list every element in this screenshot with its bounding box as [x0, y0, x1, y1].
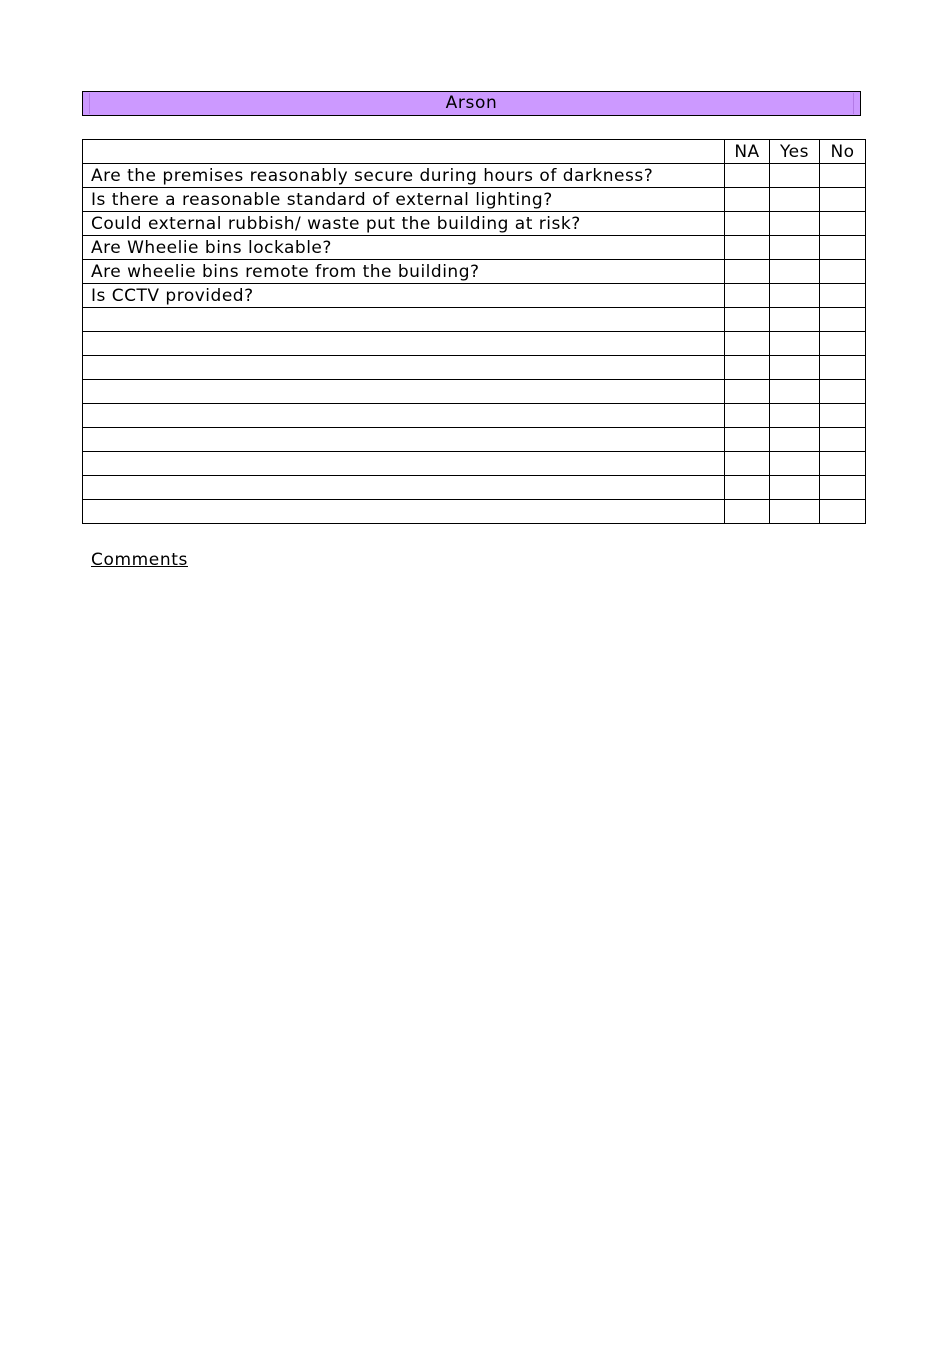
- table-row: [83, 452, 866, 476]
- no-checkbox-cell[interactable]: [820, 212, 866, 236]
- no-checkbox-cell[interactable]: [820, 404, 866, 428]
- question-cell: [83, 380, 725, 404]
- yes-checkbox-cell[interactable]: [770, 164, 820, 188]
- na-checkbox-cell[interactable]: [725, 380, 770, 404]
- yes-checkbox-cell[interactable]: [770, 212, 820, 236]
- na-checkbox-cell[interactable]: [725, 236, 770, 260]
- table-row: [83, 428, 866, 452]
- table-row: [83, 332, 866, 356]
- question-cell: [83, 308, 725, 332]
- na-checkbox-cell[interactable]: [725, 356, 770, 380]
- table-header-row: [83, 140, 866, 164]
- na-checkbox-cell[interactable]: [725, 164, 770, 188]
- no-checkbox-cell[interactable]: [820, 500, 866, 524]
- na-checkbox-cell[interactable]: [725, 476, 770, 500]
- question-cell: [83, 452, 725, 476]
- question-cell: [83, 428, 725, 452]
- question-cell: Are the premises reasonably secure during hours of darkness?: [83, 164, 725, 188]
- na-checkbox-cell[interactable]: [725, 212, 770, 236]
- yes-checkbox-cell[interactable]: [770, 452, 820, 476]
- section-title: Arson: [445, 93, 498, 113]
- table-row: [83, 164, 866, 188]
- na-checkbox-cell[interactable]: [725, 308, 770, 332]
- no-checkbox-cell[interactable]: [820, 356, 866, 380]
- column-header-no: No: [820, 140, 866, 164]
- table-row: [83, 212, 866, 236]
- checklist-body: [83, 164, 866, 524]
- question-cell: [83, 356, 725, 380]
- question-cell: Is CCTV provided?: [83, 284, 725, 308]
- table-row: [83, 380, 866, 404]
- na-checkbox-cell[interactable]: [725, 284, 770, 308]
- no-checkbox-cell[interactable]: [820, 452, 866, 476]
- na-checkbox-cell[interactable]: [725, 404, 770, 428]
- no-checkbox-cell[interactable]: [820, 476, 866, 500]
- yes-checkbox-cell[interactable]: [770, 332, 820, 356]
- question-cell: Is there a reasonable standard of external lighting?: [83, 188, 725, 212]
- na-checkbox-cell[interactable]: [725, 260, 770, 284]
- table-row: [83, 476, 866, 500]
- no-checkbox-cell[interactable]: [820, 332, 866, 356]
- no-checkbox-cell[interactable]: [820, 164, 866, 188]
- yes-checkbox-cell[interactable]: [770, 476, 820, 500]
- no-checkbox-cell[interactable]: [820, 260, 866, 284]
- no-checkbox-cell[interactable]: [820, 284, 866, 308]
- arson-checklist-table: [82, 139, 866, 524]
- column-header-na: NA: [725, 140, 770, 164]
- na-checkbox-cell[interactable]: [725, 428, 770, 452]
- question-cell: [83, 500, 725, 524]
- table-row: [83, 404, 866, 428]
- yes-checkbox-cell[interactable]: [770, 356, 820, 380]
- title-bar-right-rule: [853, 93, 854, 114]
- yes-checkbox-cell[interactable]: [770, 308, 820, 332]
- table-row: [83, 188, 866, 212]
- no-checkbox-cell[interactable]: [820, 380, 866, 404]
- title-bar-left-rule: [89, 93, 90, 114]
- comments-label: Comments: [91, 550, 188, 570]
- yes-checkbox-cell[interactable]: [770, 380, 820, 404]
- table-row: [83, 500, 866, 524]
- column-header-question: [83, 140, 725, 164]
- no-checkbox-cell[interactable]: [820, 428, 866, 452]
- question-cell: [83, 404, 725, 428]
- table-row: [83, 236, 866, 260]
- yes-checkbox-cell[interactable]: [770, 428, 820, 452]
- table-row: [83, 260, 866, 284]
- no-checkbox-cell[interactable]: [820, 308, 866, 332]
- table-row: [83, 308, 866, 332]
- question-cell: Are Wheelie bins lockable?: [83, 236, 725, 260]
- yes-checkbox-cell[interactable]: [770, 284, 820, 308]
- question-cell: [83, 476, 725, 500]
- na-checkbox-cell[interactable]: [725, 188, 770, 212]
- na-checkbox-cell[interactable]: [725, 332, 770, 356]
- yes-checkbox-cell[interactable]: [770, 236, 820, 260]
- question-cell: Are wheelie bins remote from the building?: [83, 260, 725, 284]
- question-cell: Could external rubbish/ waste put the building at risk?: [83, 212, 725, 236]
- no-checkbox-cell[interactable]: [820, 188, 866, 212]
- no-checkbox-cell[interactable]: [820, 236, 866, 260]
- column-header-yes: Yes: [770, 140, 820, 164]
- section-title-bar: [82, 91, 861, 116]
- table-row: [83, 284, 866, 308]
- yes-checkbox-cell[interactable]: [770, 404, 820, 428]
- table-row: [83, 356, 866, 380]
- na-checkbox-cell[interactable]: [725, 500, 770, 524]
- yes-checkbox-cell[interactable]: [770, 260, 820, 284]
- yes-checkbox-cell[interactable]: [770, 500, 820, 524]
- na-checkbox-cell[interactable]: [725, 452, 770, 476]
- question-cell: [83, 332, 725, 356]
- yes-checkbox-cell[interactable]: [770, 188, 820, 212]
